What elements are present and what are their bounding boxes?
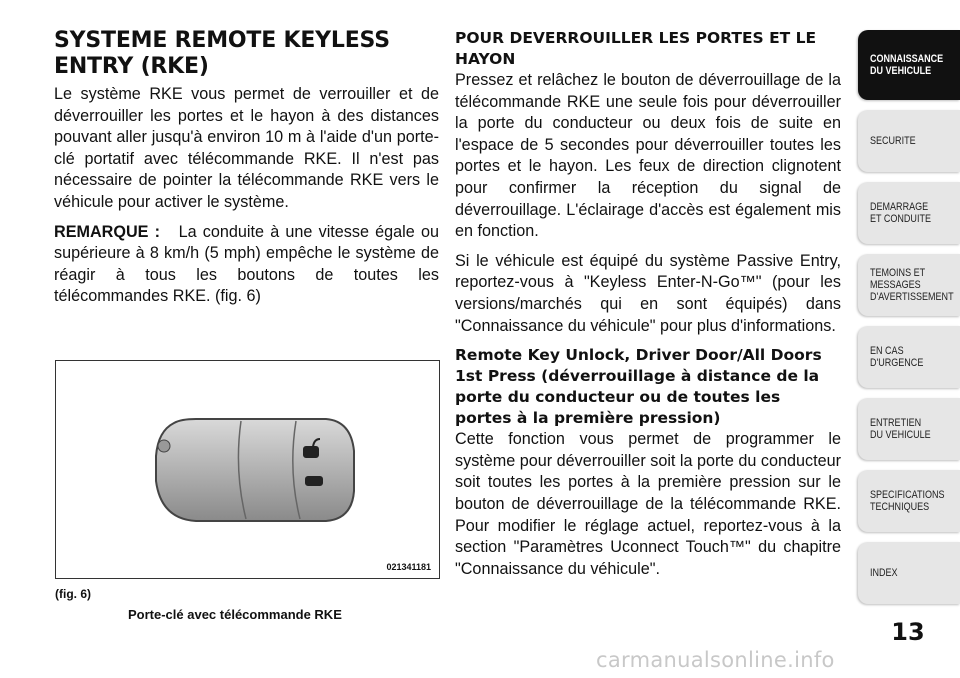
fob-ring-hole bbox=[158, 440, 170, 452]
note-label: REMARQUE : bbox=[54, 222, 161, 241]
unlock-paragraph-3: Cette fonction vous permet de programmer le système pour déverrouiller soit la porte du conducteur soit toutes les portes à la première pression sur le bouton de déverrouillage de la télécommande RKE. Pour modifier le réglage actuel, reportez-vous à la section "Paramètres Uconnect Touch™" du chapitre "Connaissance du véhicule". bbox=[455, 430, 842, 578]
key-fob-illustration bbox=[56, 361, 439, 578]
tab-index[interactable] bbox=[858, 542, 960, 604]
left-column bbox=[54, 28, 439, 316]
unlock-paragraph-1: Pressez et relâchez le bouton de déverrouillage de la télécommande RKE une seule fois pour déverrouiller la porte du conducteur ou deux fois de suite en l'espace de 5 secondes pour déverrouiller toutes les portes et le hayon. Les feux de direction clignotent pour confirmer la réception du signal de déverrouillage. L'éclairage d'accès est également mis en fonction. bbox=[455, 71, 841, 241]
page-number: 13 bbox=[891, 618, 925, 646]
intro-paragraph: Le système RKE vous permet de verrouiller et de déverrouiller les portes et le hayon à des distances pouvant aller jusqu'à environ 10 m à l'aide d'un porte-clé portatif avec télécommande RKE. Il n'est pas nécessaire de pointer la télécommande RKE vers le véhicule pour activer le système. bbox=[54, 85, 439, 211]
tab-securite[interactable] bbox=[858, 110, 960, 172]
tab-label: CONNAISSANCE DU VEHICULE bbox=[870, 53, 944, 77]
figure-caption: Porte-clé avec télécommande RKE bbox=[128, 607, 342, 622]
figure-label: (fig. 6) bbox=[55, 587, 91, 601]
note-paragraph bbox=[54, 222, 439, 308]
section-title: SYSTEME REMOTE KEYLESS ENTRY (RKE) bbox=[54, 28, 390, 79]
tab-label: EN CAS D'URGENCE bbox=[870, 345, 924, 369]
tab-label: SPECIFICATIONS TECHNIQUES bbox=[870, 489, 945, 513]
tab-entretien[interactable] bbox=[858, 398, 960, 460]
watermark: carmanualsonline.info bbox=[596, 648, 835, 672]
tab-urgence[interactable] bbox=[858, 326, 960, 388]
remote-unlock-subheading: Remote Key Unlock, Driver Door/All Doors 1st Press (déverrouillage à distance de la porte du conducteur ou de toutes les portes à la première pression) bbox=[455, 346, 822, 428]
tab-label: INDEX bbox=[870, 567, 898, 579]
tab-connaissance[interactable] bbox=[858, 30, 960, 100]
chapter-tabs bbox=[858, 30, 960, 614]
tab-temoins[interactable] bbox=[858, 254, 960, 316]
unlock-heading: POUR DEVERROUILLER LES PORTES ET LE HAYON bbox=[455, 29, 817, 68]
fob-body bbox=[156, 419, 354, 521]
tab-label: SECURITE bbox=[870, 135, 916, 147]
key-fob-figure bbox=[55, 360, 440, 579]
figure-code: 021341181 bbox=[386, 562, 431, 572]
unlock-paragraph-2: Si le véhicule est équipé du système Passive Entry, reportez-vous à "Keyless Enter-N-Go™" (pour les versions/marchés qui en sont équipés) dans "Connaissance du véhicule" pour plus d'informations. bbox=[455, 251, 841, 335]
tab-label: ENTRETIEN DU VEHICULE bbox=[870, 417, 931, 441]
tab-specifications[interactable] bbox=[858, 470, 960, 532]
note-text: La conduite à une vitesse égale ou supérieure à 8 km/h (5 mph) empêche le système de réagir à tous les boutons de toutes les télécommandes RKE. (fig. 6) bbox=[54, 222, 439, 306]
tab-label: DEMARRAGE ET CONDUITE bbox=[870, 201, 931, 225]
tab-demarrage[interactable] bbox=[858, 182, 960, 244]
right-column bbox=[455, 28, 841, 588]
tab-label: TEMOINS ET MESSAGES D'AVERTISSEMENT bbox=[870, 267, 954, 303]
lock-icon bbox=[306, 477, 322, 485]
